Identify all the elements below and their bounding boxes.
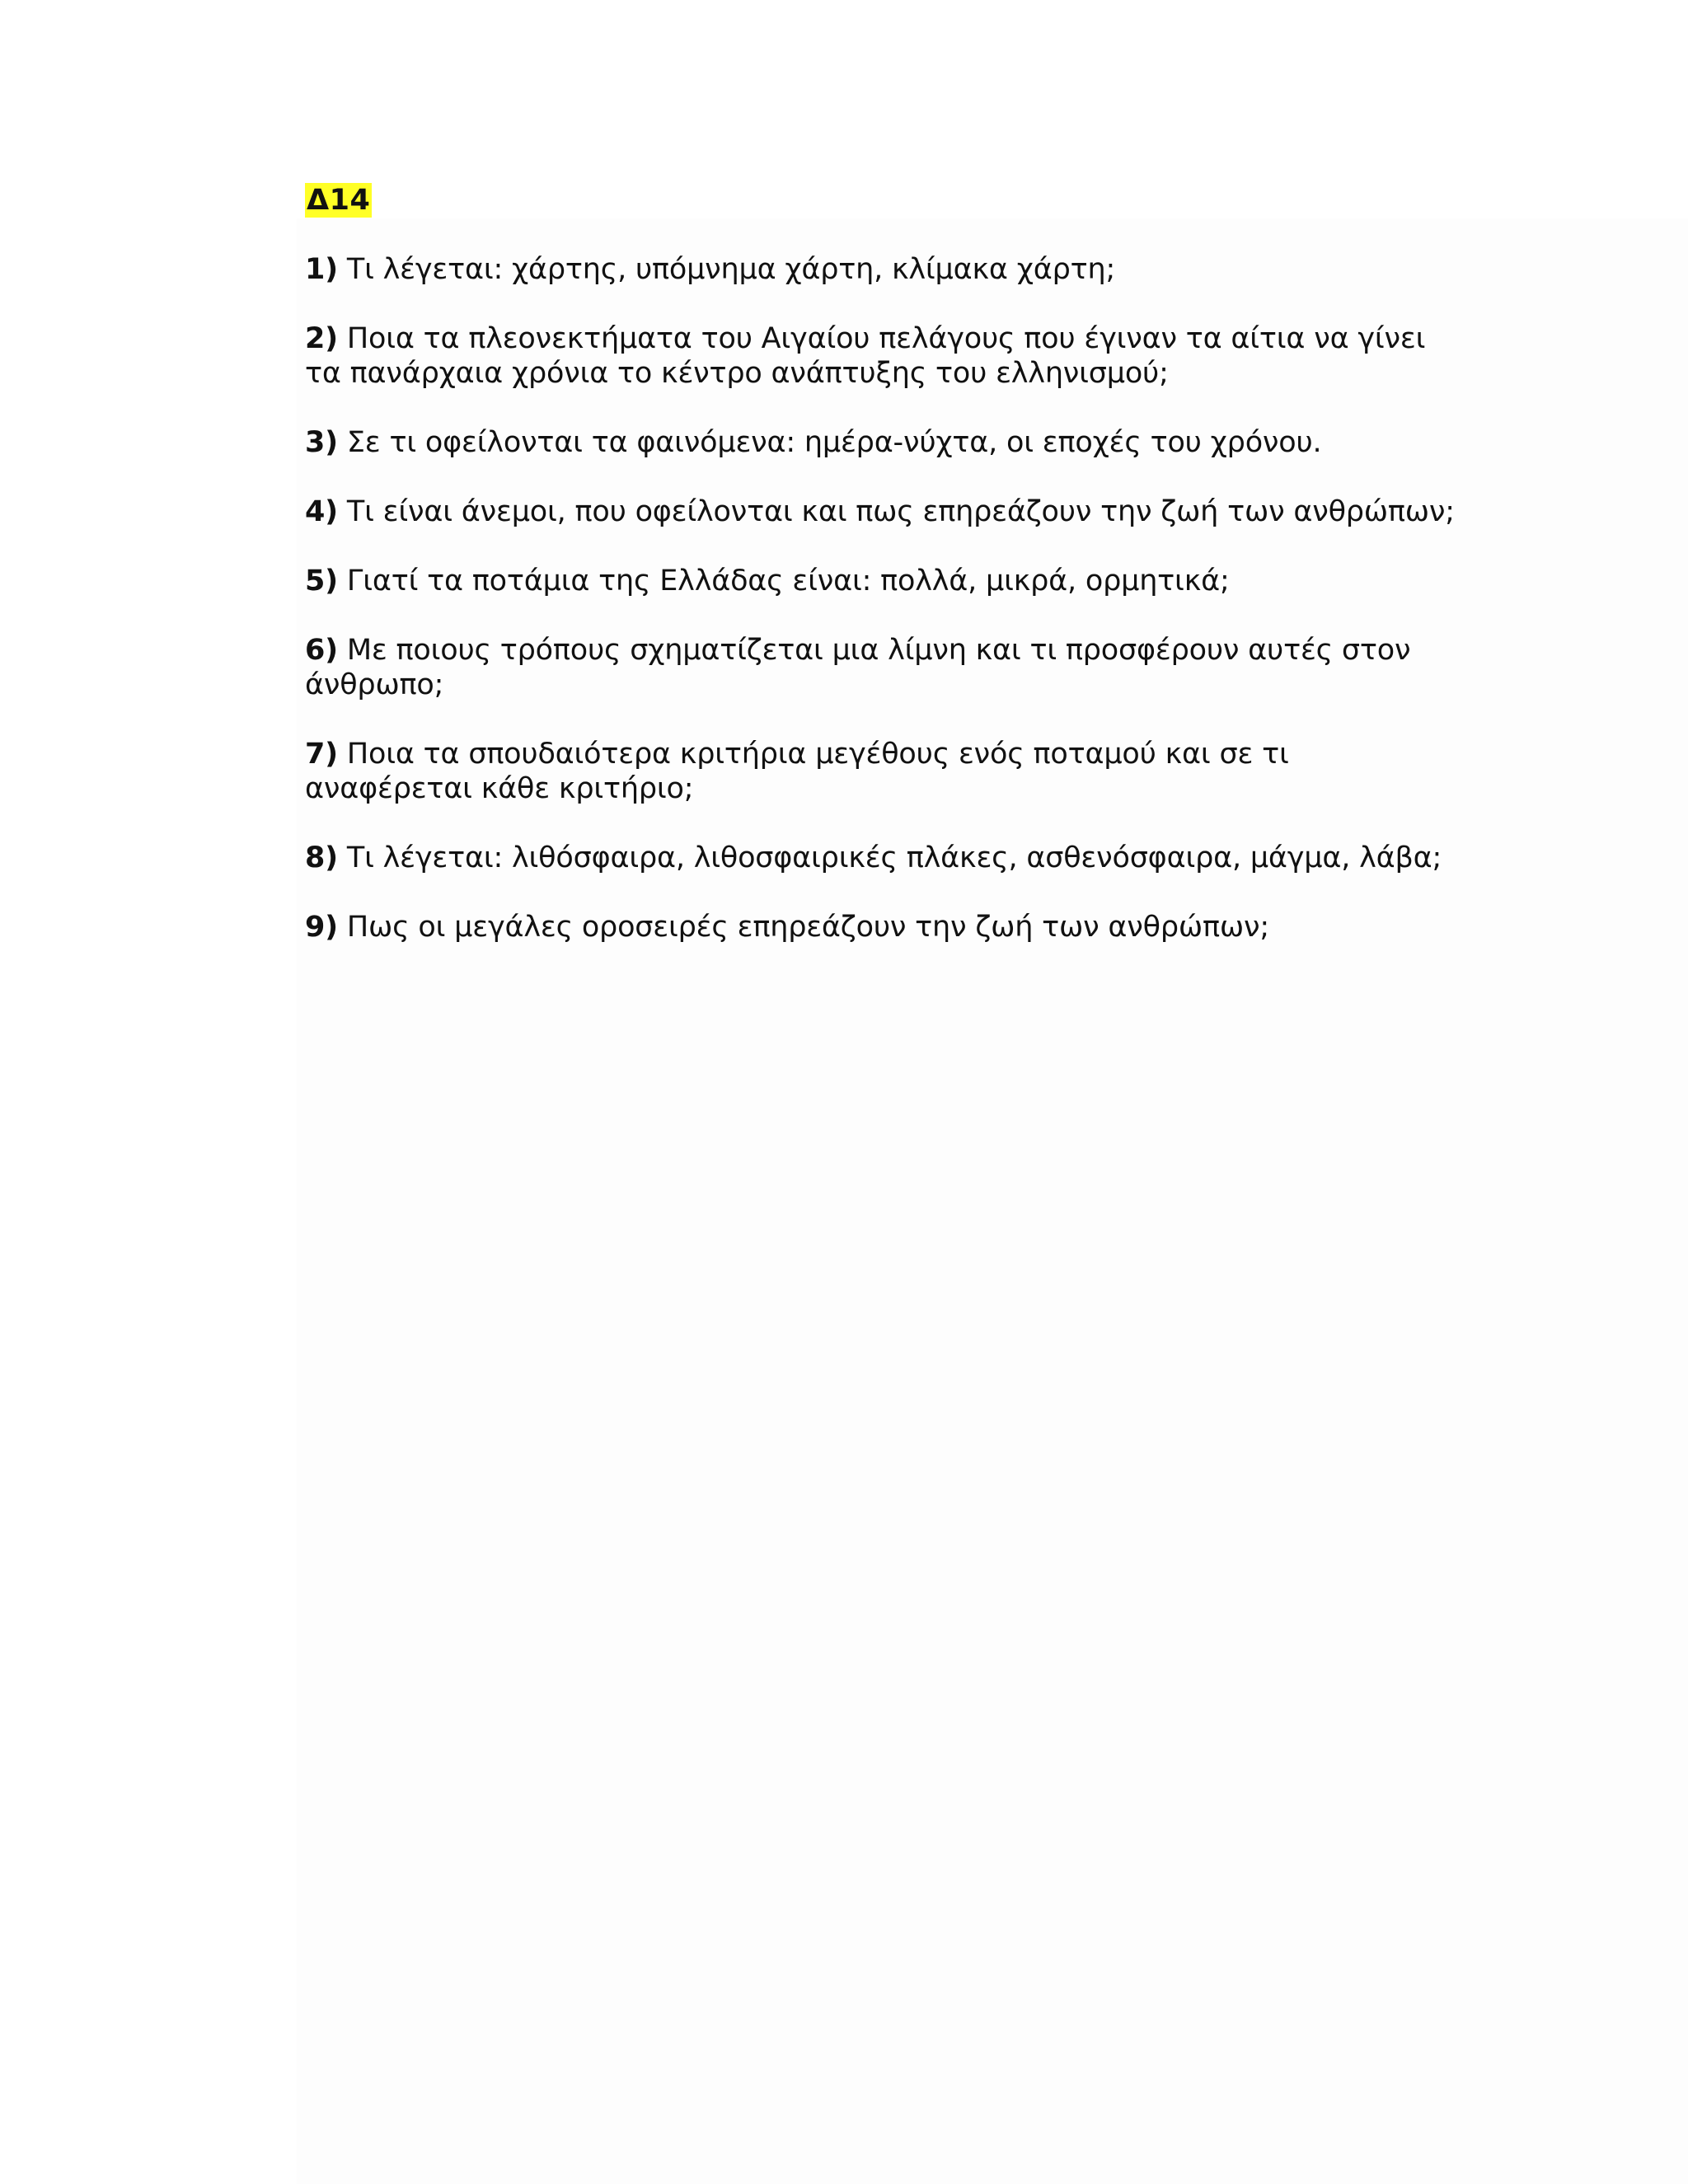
question-number: 6) [305,634,338,667]
question-3 [305,425,1459,460]
question-number: 8) [305,841,338,874]
question-text: Τι λέγεται: λιθόσφαιρα, λιθοσφαιρικές πλάκες, ασθενόσφαιρα, μάγμα, λάβα; [346,841,1442,874]
question-text: Γιατί τα ποτάμια της Ελλάδας είναι: πολλά, μικρά, ορμητικά; [346,565,1230,598]
question-number: 7) [305,738,338,771]
document-body [305,183,1459,944]
question-number: 5) [305,565,338,598]
question-8 [305,841,1459,875]
question-text: Τι λέγεται: χάρτης, υπόμνημα χάρτη, κλίμακα χάρτη; [346,253,1116,286]
question-2 [305,321,1459,391]
question-number: 9) [305,911,338,944]
question-number: 2) [305,322,338,355]
question-5 [305,564,1459,598]
question-1 [305,252,1459,287]
document-title: Δ14 [307,184,371,217]
question-text: Ποια τα πλεονεκτήματα του Αιγαίου πελάγους που έγιναν τα αίτια να γίνει τα πανάρχαια χρόνια το κέντρο ανάπτυξης του ελληνισμού; [305,322,1426,390]
question-text: Πως οι μεγάλες οροσειρές επηρεάζουν την ζωή των ανθρώπων; [346,911,1269,944]
question-text: Σε τι οφείλονται τα φαινόμενα: ημέρα-νύχτα, οι εποχές του χρόνου. [346,426,1322,459]
question-number: 4) [305,495,338,528]
question-text: Ποια τα σπουδαιότερα κριτήρια μεγέθους ενός ποταμού και σε τι αναφέρεται κάθε κριτήριο; [305,738,1289,805]
question-text: Με ποιους τρόπους σχηματίζεται μια λίμνη και τι προσφέρουν αυτές στον άνθρωπο; [305,634,1411,701]
question-9 [305,910,1459,944]
question-4 [305,494,1459,529]
question-number: 3) [305,426,338,459]
question-6 [305,633,1459,702]
question-7 [305,737,1459,806]
question-text: Τι είναι άνεμοι, που οφείλονται και πως επηρεάζουν την ζωή των ανθρώπων; [346,495,1455,528]
document-title-row [305,183,1459,218]
question-number: 1) [305,253,338,286]
